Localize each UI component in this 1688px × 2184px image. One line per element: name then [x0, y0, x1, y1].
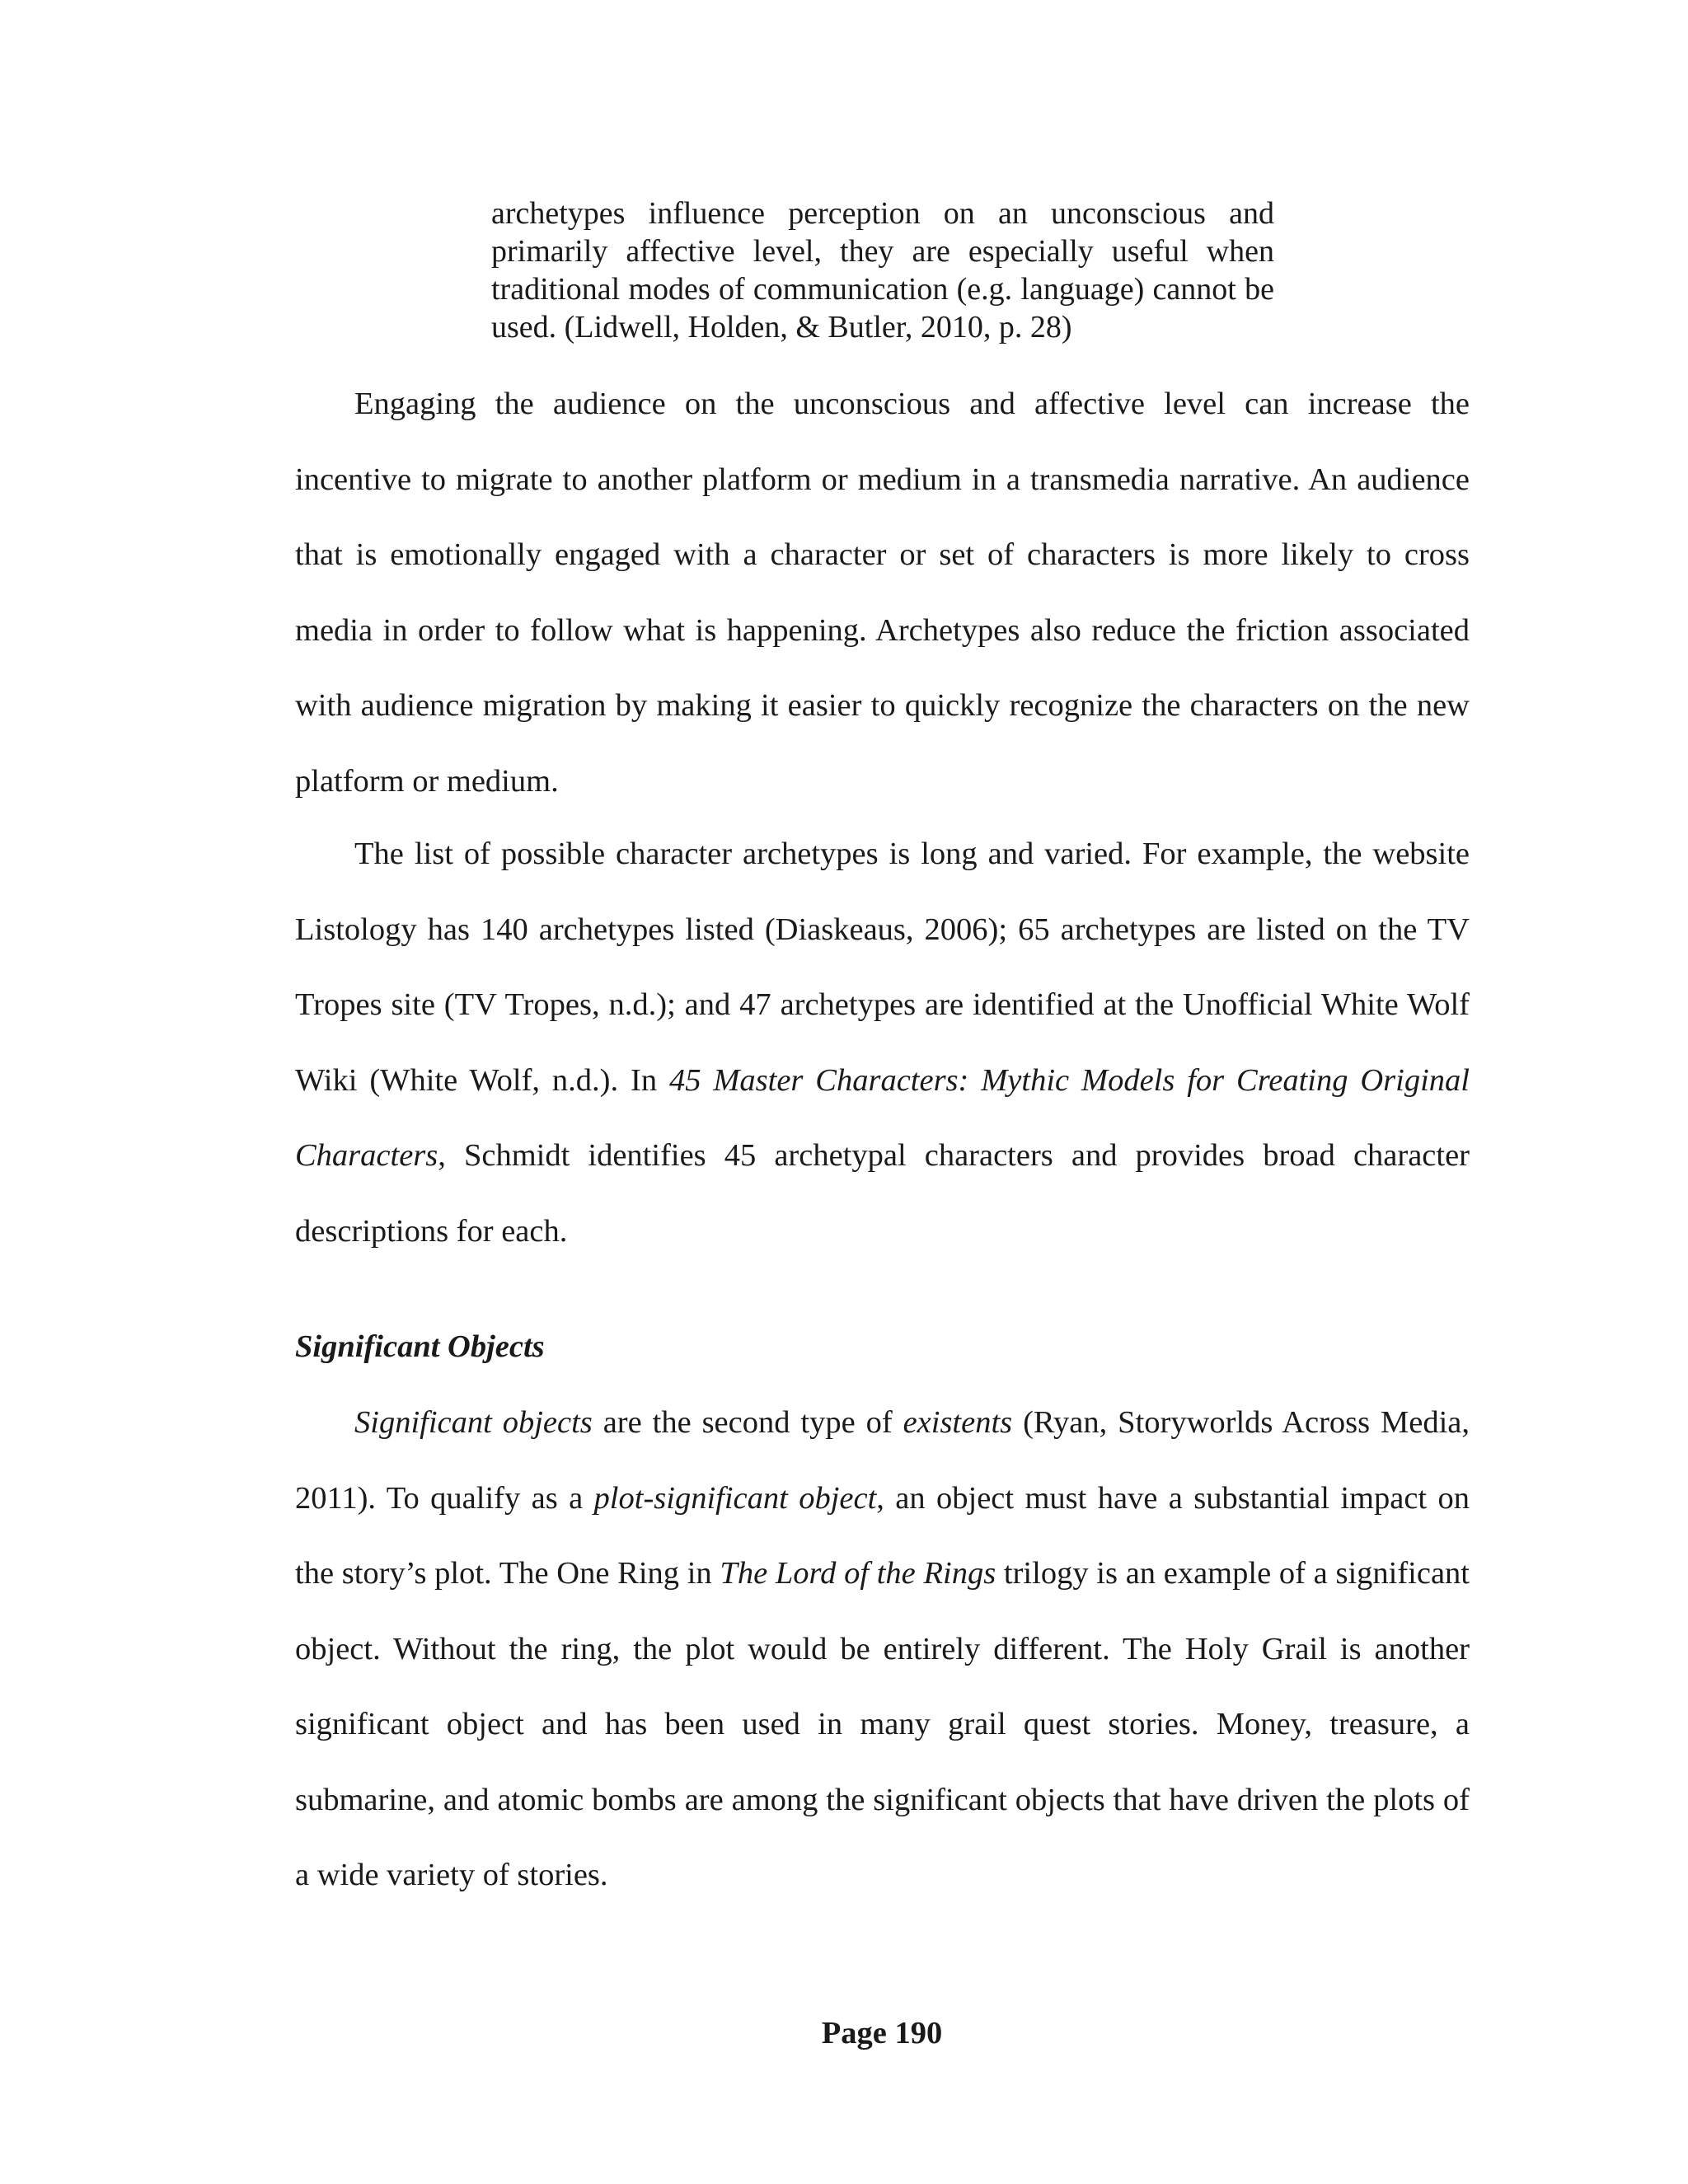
block-quote [491, 194, 1274, 346]
term: Significant objects [354, 1405, 593, 1440]
paragraph-text-part: trilogy is an example of a significant object. Without the ring, the plot would be entirely different. The Holy Grail is another significant object and has been used in many grail quest stories. Money, treasure, a submarine, and atomic bombs are among the significant objects that have driven the plots of a wide variety of stories. [295, 1556, 1470, 1892]
book-title: 45 Master Characters: Mythic Models for Creating Original Characters [295, 1062, 1470, 1173]
paragraph-archetype-list [295, 817, 1470, 1269]
paragraph-text-part: , Schmidt identifies 45 archetypal characters and provides broad character descriptions for each. [295, 1138, 1470, 1249]
paragraph-text-part: (Ryan, Storyworlds Across Media, 2011). To qualify as a [295, 1405, 1470, 1516]
block-quote-text: archetypes influence perception on an unconscious and primarily affective level, they are especially useful when traditional modes of communication (e.g. language) cannot be used. (Lidwell, Holden, & Butler, 2010, p. 28) [491, 196, 1274, 344]
term: plot-significant object [593, 1480, 877, 1516]
term: existents [903, 1405, 1013, 1440]
section-heading: Significant Objects [295, 1329, 545, 1364]
paragraph-text-part: , an object must have a substantial impact on the story’s plot. The One Ring in [295, 1480, 1470, 1591]
book-title: The Lord of the Rings [720, 1556, 996, 1591]
paragraph-text-part: are the second type of [592, 1405, 903, 1440]
paragraph-text [295, 1385, 1470, 1914]
paragraph-text [295, 817, 1470, 1269]
paragraph-text-part: The list of possible character archetypes is long and varied. For example, the website Listology has 140 archetypes listed (Diaskeaus, 2006); 65 archetypes are listed on the TV Tropes site (TV Tropes, n.d.); and 47 archetypes are identified at the Unofficial White Wolf Wiki (White Wolf, n.d.). In [295, 837, 1470, 1098]
page-number: Page 190 [821, 2016, 943, 2050]
paragraph-significant-objects [295, 1385, 1470, 1914]
paragraph-text: Engaging the audience on the unconscious and affective level can increase the incentive to migrate to another platform or medium in a transmedia narrative. An audience that is emotionally engaged with a character or set of characters is more likely to cross media in order to follow what is happening. Archetypes also reduce the friction associated with audience migration by making it easier to quickly recognize the characters on the new platform or medium. [295, 387, 1470, 799]
paragraph-audience-engagement [295, 367, 1470, 819]
